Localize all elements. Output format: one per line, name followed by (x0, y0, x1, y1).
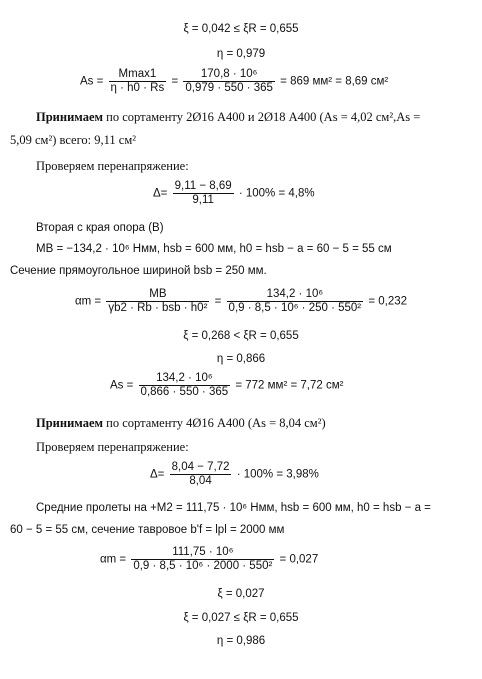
delta1-num: 9,11 − 8,69 (174, 180, 232, 192)
delta2-num: 8,04 − 7,72 (171, 461, 230, 473)
check-heading-2: Проверяем перенапряжение: (36, 440, 189, 454)
alpha2-num: 111,75 · 10⁶ (131, 546, 274, 560)
delta2-den: 8,04 (189, 475, 212, 487)
accept-text-2: по сортаменту 4Ø16 А400 (As = 8,04 см²) (103, 416, 326, 430)
formula-as-1: As = $\frac{Mmax1}{\eta \cdot h0 \cdot Rs}$ = $\frac{\text{170,8 · 10⁶}}{0,979 \cdot 550 \cdot 365}$ = 869 мм² = 8,69 см² (80, 68, 389, 94)
alpha2-den: 0,9 · 8,5 · 10⁶ · 2000 · 550² (133, 560, 273, 572)
check-heading-1: Проверяем перенапряжение: (36, 159, 189, 173)
alpha1-num-2: 134,2 · 10⁶ (227, 288, 364, 302)
eta-line-3: η = 0,986 (216, 635, 266, 647)
as1-lhs: As = (80, 75, 104, 88)
alpha1-den-1: γb2 · Rb · bsb · h0² (108, 302, 208, 314)
alpha2-rhs: = 0,027 (279, 553, 319, 566)
as1-den-1: η · h0 · Rs (110, 82, 165, 94)
as1-num-2: 170,8 · 10⁶ (183, 68, 275, 82)
as2-lhs: As = (110, 379, 134, 392)
xi-line-3: ξ = 0,027 (217, 588, 265, 600)
alpha1-lhs: αm = (75, 295, 102, 308)
section-rect-line: Сечение прямоугольное шириной bsb = 250 мм. (10, 265, 267, 277)
alpha1-rhs: = 0,232 (368, 295, 408, 308)
formula-delta-2 (150, 461, 319, 488)
xi-line-4: ξ = 0,027 ≤ ξR = 0,655 (183, 612, 299, 624)
eta-line-1: η = 0,979 (216, 48, 266, 60)
alpha1-den-2: 0,9 · 8,5 · 10⁶ · 250 · 550² (228, 302, 362, 314)
as1-fraction-2 (183, 68, 275, 95)
as1-fraction-1 (109, 68, 167, 95)
alpha2-lhs: αm = (100, 553, 127, 566)
as2-rhs: = 772 мм² = 7,72 см² (235, 379, 344, 392)
as2-num: 134,2 · 10⁶ (139, 372, 231, 386)
delta1-lhs: Δ= (153, 187, 168, 200)
as1-rhs: = 869 мм² = 8,69 см² (280, 75, 389, 88)
delta2-fraction (170, 461, 232, 488)
mid-spans-line-2: 60 − 5 = 55 см, сечение тавровое b'f = lpl = 2000 мм (10, 524, 285, 536)
delta2-lhs: Δ= (150, 468, 165, 481)
support-title: Вторая с края опора (В) (36, 222, 164, 234)
alpha1-num-1: MB (106, 288, 209, 302)
accept-line-1b: 5,09 см²) всего: 9,11 см² (10, 133, 136, 147)
support-params: MB = −134,2 · 10⁶ Нмм, hsb = 600 мм, h0 = hsb − a = 60 − 5 = 55 см (36, 243, 392, 255)
delta1-rhs: · 100% = 4,8% (238, 187, 315, 200)
accept-text-1: по сортаменту 2Ø16 А400 и 2Ø18 А400 (As = 4,02 см²,As = (103, 110, 421, 124)
delta1-den: 9,11 (192, 194, 214, 206)
as2-fraction (139, 372, 231, 399)
accept-bold-2: Принимаем (36, 416, 104, 430)
mid-spans-line-1: Средние пролеты на +M2 = 111,75 · 10⁶ Нмм, hsb = 600 мм, h0 = hsb − a = (36, 502, 431, 514)
delta2-rhs: · 100% = 3,98% (236, 468, 319, 481)
formula-alpha-2 (100, 546, 318, 573)
formula-as-2 (110, 372, 343, 399)
formula-alpha-1: αm = $\frac{MB}{\text{γb2 · Rb · bsb · h0²}}$ = $\frac{\text{134,2 · 10⁶}}{\text{0,9 · 8,5 · 10⁶ · 250 · 550²}}$ = 0,232 (75, 288, 408, 314)
alpha1-fraction-1 (106, 288, 209, 315)
alpha1-fraction-2 (227, 288, 364, 315)
accept-bold-1: Принимаем (36, 110, 104, 124)
accept-line-2 (36, 416, 326, 430)
as1-den-2: 0,979 · 550 · 365 (185, 82, 273, 94)
eta-line-2: η = 0,866 (216, 353, 266, 365)
formula-delta-1 (153, 180, 315, 207)
accept-line-1 (36, 110, 420, 124)
delta1-fraction (173, 180, 234, 207)
xi-line-1: ξ = 0,042 ≤ ξR = 0,655 (183, 23, 299, 35)
as1-num-1: Mmax1 (109, 68, 167, 82)
xi-line-2: ξ = 0,268 < ξR = 0,655 (183, 330, 299, 342)
as2-den: 0,866 · 550 · 365 (140, 386, 229, 398)
alpha2-fraction (131, 546, 274, 573)
